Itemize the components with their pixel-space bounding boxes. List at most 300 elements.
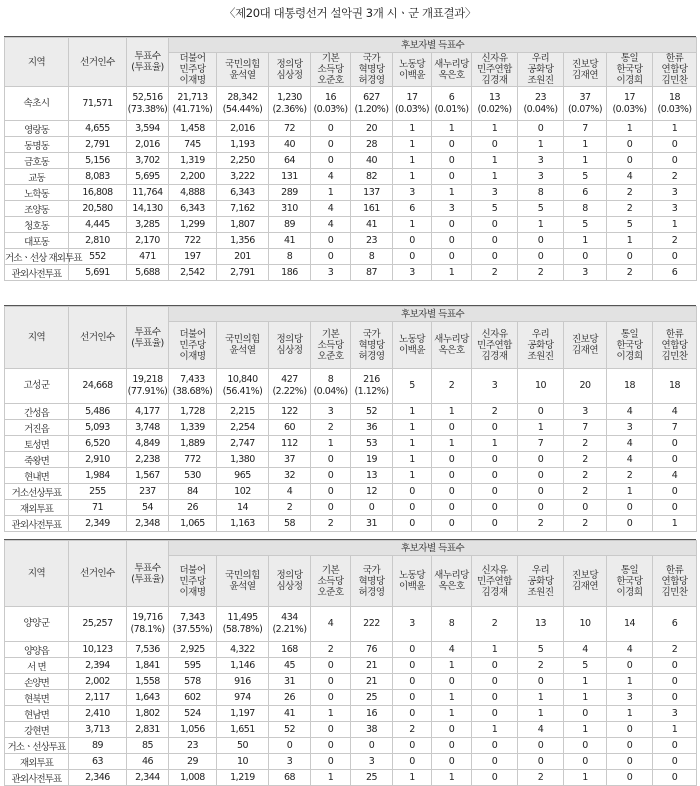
table-cell: 1 — [393, 404, 432, 420]
table-cell: 0 — [472, 500, 518, 516]
table-cell: 2,791 — [217, 265, 269, 281]
table-cell: 1,728 — [169, 404, 217, 420]
table-cell: 2 — [393, 722, 432, 738]
table-cell: 1 — [607, 706, 653, 722]
table-cell: 0 — [311, 690, 351, 706]
table-cell: 82 — [351, 169, 393, 185]
table-cell: 24,668 — [69, 369, 127, 404]
region-name: 고성군 — [5, 369, 69, 404]
table-cell: 1,065 — [169, 516, 217, 532]
table-row — [5, 249, 697, 265]
region-name: 죽왕면 — [5, 452, 69, 468]
table-cell: 76 — [351, 642, 393, 658]
table-cell: 64 — [269, 153, 311, 169]
table-cell: 2,016 — [217, 121, 269, 137]
table-cell: 1 — [518, 217, 564, 233]
table-cell: 5 — [518, 201, 564, 217]
table-cell: 0 — [518, 404, 564, 420]
table-cell: 4 — [653, 468, 697, 484]
table-cell: 3 — [393, 265, 432, 281]
region-name: 강현면 — [5, 722, 69, 738]
table-cell: 29 — [169, 754, 217, 770]
table-cell: 0 — [393, 642, 432, 658]
candidate-header: 한류 연합당 김민찬 — [653, 322, 697, 369]
table-cell: 0 — [472, 690, 518, 706]
candidate-header: 우리 공화당 조원진 — [518, 322, 564, 369]
candidate-header: 새누리당 옥은호 — [432, 53, 472, 87]
table-cell: 54 — [127, 500, 169, 516]
turnout-header: 투표수 (투표율) — [127, 38, 169, 87]
table-cell: 2 — [311, 420, 351, 436]
candidate-header: 통일 한국당 이경희 — [607, 556, 653, 607]
goseong-results-table — [4, 306, 697, 532]
table-cell: 1,146 — [217, 658, 269, 674]
table-cell: 5 — [607, 217, 653, 233]
table-cell: 4 — [607, 169, 653, 185]
table-cell: 0 — [432, 500, 472, 516]
table-row — [5, 153, 697, 169]
table-row — [5, 169, 697, 185]
table-cell: 197 — [169, 249, 217, 265]
table-row — [5, 452, 697, 468]
candidate-header: 한류 연합당 김민찬 — [653, 53, 697, 87]
table-cell: 3 — [518, 153, 564, 169]
region-name: 재외투표 — [5, 754, 69, 770]
table-cell: 5 — [564, 658, 607, 674]
table-cell: 1 — [518, 706, 564, 722]
table-cell: 0 — [472, 452, 518, 468]
table-cell: 0 — [518, 452, 564, 468]
region-name: 거진읍 — [5, 420, 69, 436]
table-cell: 2,250 — [217, 153, 269, 169]
table-cell: 1 — [653, 722, 697, 738]
table-cell: 28 — [351, 137, 393, 153]
voters-header: 선거인수 — [69, 307, 127, 369]
table-cell: 965 — [217, 468, 269, 484]
region-name: 관외사전투표 — [5, 516, 69, 532]
table-cell: 0 — [653, 690, 697, 706]
table-cell: 3 — [653, 201, 697, 217]
table-cell: 0 — [311, 153, 351, 169]
region-name: 대포동 — [5, 233, 69, 249]
region-name: 교동 — [5, 169, 69, 185]
table-cell: 1 — [653, 516, 697, 532]
table-cell: 2,002 — [69, 674, 127, 690]
table-cell: 1 — [393, 420, 432, 436]
table-cell: 10 — [564, 607, 607, 642]
table-cell: 0 — [311, 452, 351, 468]
table-cell: 4 — [311, 169, 351, 185]
table-cell: 2,410 — [69, 706, 127, 722]
table-cell: 0 — [472, 706, 518, 722]
table-cell: 0 — [311, 233, 351, 249]
table-row — [5, 137, 697, 153]
table-cell: 2 — [472, 404, 518, 420]
table-cell: 1 — [432, 185, 472, 201]
table-cell: 1 — [432, 690, 472, 706]
table-cell: 0 — [518, 738, 564, 754]
table-cell: 2 — [518, 516, 564, 532]
table-cell: 5 — [518, 642, 564, 658]
table-cell: 0 — [311, 137, 351, 153]
table-cell: 289 — [269, 185, 311, 201]
table-cell: 2,117 — [69, 690, 127, 706]
table-cell: 3 — [653, 185, 697, 201]
table-cell: 1 — [607, 674, 653, 690]
table-cell: 1,339 — [169, 420, 217, 436]
table-cell: 1 — [472, 121, 518, 137]
table-cell: 916 — [217, 674, 269, 690]
region-name: 현내면 — [5, 468, 69, 484]
table-cell: 745 — [169, 137, 217, 153]
table-cell: 627 (1.20%) — [351, 87, 393, 121]
table-cell: 40 — [351, 153, 393, 169]
table-cell: 0 — [311, 468, 351, 484]
table-cell: 137 — [351, 185, 393, 201]
table-cell: 71,571 — [69, 87, 127, 121]
table-cell: 3 — [311, 404, 351, 420]
table-cell: 0 — [518, 674, 564, 690]
table-cell: 1,056 — [169, 722, 217, 738]
table-cell: 722 — [169, 233, 217, 249]
table-cell: 0 — [607, 658, 653, 674]
table-cell: 4 — [311, 607, 351, 642]
table-cell: 6 — [393, 201, 432, 217]
region-name: 금호동 — [5, 153, 69, 169]
table-cell: 14,130 — [127, 201, 169, 217]
table-cell: 2 — [564, 484, 607, 500]
table-cell: 0 — [432, 516, 472, 532]
candidate-header: 진보당 김재연 — [564, 53, 607, 87]
candidate-header: 기본 소득당 오준호 — [311, 556, 351, 607]
candidate-header: 국가 혁명당 허경영 — [351, 53, 393, 87]
table-cell: 8 — [564, 201, 607, 217]
table-row — [5, 738, 697, 754]
table-cell: 10 — [217, 754, 269, 770]
table-cell: 7,536 — [127, 642, 169, 658]
table-cell: 1 — [432, 436, 472, 452]
table-cell: 7,343 (37.55%) — [169, 607, 217, 642]
table-cell: 6 — [564, 185, 607, 201]
table-row — [5, 658, 697, 674]
region-name: 거소ㆍ선상투표 — [5, 738, 69, 754]
table-cell: 310 — [269, 201, 311, 217]
yangyang-table-block — [4, 539, 696, 786]
table-cell: 2,394 — [69, 658, 127, 674]
table-cell: 427 (2.22%) — [269, 369, 311, 404]
table-cell: 0 — [393, 690, 432, 706]
table-cell: 32 — [269, 468, 311, 484]
table-cell: 2,170 — [127, 233, 169, 249]
table-cell: 1 — [472, 153, 518, 169]
table-cell: 1 — [472, 722, 518, 738]
table-cell: 1 — [432, 658, 472, 674]
table-cell: 2 — [564, 468, 607, 484]
table-cell: 4 — [564, 642, 607, 658]
table-row — [5, 468, 697, 484]
table-cell: 0 — [653, 770, 697, 786]
table-cell: 2 — [269, 500, 311, 516]
table-cell: 2 — [518, 265, 564, 281]
region-header: 지역 — [5, 541, 69, 607]
table-cell: 10,123 — [69, 642, 127, 658]
table-cell: 50 — [217, 738, 269, 754]
table-cell: 4 — [269, 484, 311, 500]
table-cell: 17 (0.03%) — [607, 87, 653, 121]
table-cell: 161 — [351, 201, 393, 217]
table-cell: 0 — [432, 468, 472, 484]
candidate-group-header: 후보자별 득표수 — [169, 541, 697, 556]
table-cell: 0 — [432, 153, 472, 169]
table-cell: 0 — [653, 153, 697, 169]
sokcho-results-table — [4, 37, 697, 281]
table-cell: 0 — [432, 452, 472, 468]
table-cell: 58 — [269, 516, 311, 532]
table-cell: 4,849 — [127, 436, 169, 452]
table-cell: 5,688 — [127, 265, 169, 281]
candidate-header: 정의당 심상정 — [269, 322, 311, 369]
candidate-header: 진보당 김재연 — [564, 322, 607, 369]
table-cell: 1 — [653, 121, 697, 137]
table-cell: 2 — [653, 642, 697, 658]
table-cell: 0 — [311, 500, 351, 516]
table-cell: 1,643 — [127, 690, 169, 706]
table-cell: 1 — [564, 153, 607, 169]
table-row — [5, 642, 697, 658]
table-row — [5, 201, 697, 217]
table-cell: 255 — [69, 484, 127, 500]
table-cell: 0 — [351, 500, 393, 516]
table-cell: 5 — [472, 201, 518, 217]
table-cell: 10 — [518, 369, 564, 404]
table-cell: 2,810 — [69, 233, 127, 249]
table-cell: 63 — [69, 754, 127, 770]
table-cell: 0 — [653, 658, 697, 674]
table-cell: 1,193 — [217, 137, 269, 153]
table-cell: 52,516 (73.38%) — [127, 87, 169, 121]
table-cell: 1,841 — [127, 658, 169, 674]
table-cell: 1 — [564, 137, 607, 153]
table-cell: 16,808 — [69, 185, 127, 201]
table-cell: 0 — [393, 738, 432, 754]
table-cell: 2,344 — [127, 770, 169, 786]
table-cell: 0 — [518, 500, 564, 516]
table-cell: 3,702 — [127, 153, 169, 169]
table-cell: 1,802 — [127, 706, 169, 722]
table-cell: 0 — [432, 420, 472, 436]
table-cell: 4,888 — [169, 185, 217, 201]
table-cell: 46 — [127, 754, 169, 770]
candidate-header: 더불어 민주당 이재명 — [169, 53, 217, 87]
table-cell: 5,156 — [69, 153, 127, 169]
table-cell: 0 — [393, 658, 432, 674]
table-cell: 0 — [269, 738, 311, 754]
table-row — [5, 516, 697, 532]
table-cell: 0 — [432, 754, 472, 770]
candidate-header: 노동당 이백윤 — [393, 53, 432, 87]
table-cell: 21 — [351, 658, 393, 674]
table-cell: 0 — [472, 738, 518, 754]
table-cell: 0 — [653, 452, 697, 468]
table-cell: 8 — [432, 607, 472, 642]
table-cell: 7,162 — [217, 201, 269, 217]
table-cell: 4 — [432, 642, 472, 658]
table-cell: 237 — [127, 484, 169, 500]
table-cell: 11,495 (58.78%) — [217, 607, 269, 642]
table-cell: 0 — [472, 484, 518, 500]
table-cell: 434 (2.21%) — [269, 607, 311, 642]
table-cell: 1,319 — [169, 153, 217, 169]
table-cell: 6 (0.01%) — [432, 87, 472, 121]
candidate-header: 신자유 민주연합 김경재 — [472, 322, 518, 369]
table-cell: 1 — [518, 420, 564, 436]
table-row — [5, 674, 697, 690]
table-cell: 5 — [393, 369, 432, 404]
candidate-header: 새누리당 옥은호 — [432, 556, 472, 607]
table-cell: 6 — [653, 607, 697, 642]
yangyang-results-table — [4, 540, 697, 786]
region-header: 지역 — [5, 307, 69, 369]
table-cell: 0 — [393, 500, 432, 516]
table-cell: 2 — [607, 468, 653, 484]
table-row — [5, 436, 697, 452]
table-cell: 0 — [607, 137, 653, 153]
table-cell: 1,567 — [127, 468, 169, 484]
table-cell: 6,343 — [217, 185, 269, 201]
table-cell: 25,257 — [69, 607, 127, 642]
table-cell: 4,322 — [217, 642, 269, 658]
table-cell: 13 — [351, 468, 393, 484]
voters-header: 선거인수 — [69, 541, 127, 607]
table-cell: 13 — [518, 607, 564, 642]
table-cell: 0 — [393, 754, 432, 770]
table-cell: 1 — [564, 233, 607, 249]
table-cell: 3,222 — [217, 169, 269, 185]
table-cell: 530 — [169, 468, 217, 484]
table-cell: 1,163 — [217, 516, 269, 532]
table-cell: 1 — [472, 642, 518, 658]
table-cell: 0 — [518, 754, 564, 770]
table-cell: 0 — [607, 722, 653, 738]
table-cell: 8,083 — [69, 169, 127, 185]
table-cell: 5,486 — [69, 404, 127, 420]
table-cell: 36 — [351, 420, 393, 436]
table-cell: 0 — [472, 137, 518, 153]
table-cell: 3 — [472, 369, 518, 404]
table-cell: 0 — [518, 121, 564, 137]
table-cell: 0 — [518, 484, 564, 500]
table-cell: 0 — [472, 217, 518, 233]
region-name: 속초시 — [5, 87, 69, 121]
table-cell: 0 — [432, 137, 472, 153]
table-cell: 2 — [607, 201, 653, 217]
table-cell: 0 — [432, 233, 472, 249]
candidate-header: 더불어 민주당 이재명 — [169, 322, 217, 369]
region-name: 관외사전투표 — [5, 265, 69, 281]
table-cell: 4 — [653, 404, 697, 420]
table-cell: 0 — [564, 754, 607, 770]
table-cell: 1,458 — [169, 121, 217, 137]
table-cell: 1 — [311, 185, 351, 201]
table-cell: 1 — [432, 404, 472, 420]
table-cell: 1 — [393, 121, 432, 137]
table-cell: 552 — [69, 249, 127, 265]
table-cell: 0 — [472, 233, 518, 249]
candidate-header: 신자유 민주연합 김경재 — [472, 556, 518, 607]
table-cell: 2 — [564, 436, 607, 452]
table-cell: 19,218 (77.91%) — [127, 369, 169, 404]
table-cell: 0 — [432, 722, 472, 738]
table-cell: 85 — [127, 738, 169, 754]
table-cell: 1,380 — [217, 452, 269, 468]
table-cell: 26 — [169, 500, 217, 516]
table-cell: 1,651 — [217, 722, 269, 738]
table-cell: 1 — [564, 722, 607, 738]
table-cell: 0 — [432, 674, 472, 690]
table-cell: 53 — [351, 436, 393, 452]
table-cell: 3 — [564, 404, 607, 420]
table-cell: 0 — [432, 217, 472, 233]
table-cell: 3 — [607, 420, 653, 436]
candidate-header: 기본 소득당 오준호 — [311, 53, 351, 87]
table-cell: 1 — [393, 436, 432, 452]
table-cell: 2,831 — [127, 722, 169, 738]
table-cell: 2 — [653, 233, 697, 249]
table-cell: 2 — [607, 185, 653, 201]
table-cell: 18 (0.03%) — [653, 87, 697, 121]
candidate-header: 국가 혁명당 허경영 — [351, 556, 393, 607]
table-cell: 0 — [653, 137, 697, 153]
table-cell: 89 — [69, 738, 127, 754]
table-cell: 122 — [269, 404, 311, 420]
region-name: 양양읍 — [5, 642, 69, 658]
table-cell: 201 — [217, 249, 269, 265]
table-cell: 2 — [653, 169, 697, 185]
table-cell: 3 — [518, 169, 564, 185]
table-cell: 186 — [269, 265, 311, 281]
table-cell: 471 — [127, 249, 169, 265]
table-cell: 23 (0.04%) — [518, 87, 564, 121]
table-cell: 974 — [217, 690, 269, 706]
table-cell: 0 — [311, 738, 351, 754]
table-cell: 23 — [169, 738, 217, 754]
table-cell: 41 — [269, 706, 311, 722]
table-cell: 0 — [432, 249, 472, 265]
candidate-header: 노동당 이백윤 — [393, 322, 432, 369]
table-cell: 2,254 — [217, 420, 269, 436]
table-cell: 68 — [269, 770, 311, 786]
table-cell: 18 — [607, 369, 653, 404]
table-cell: 1 — [564, 770, 607, 786]
region-name: 동명동 — [5, 137, 69, 153]
table-cell: 595 — [169, 658, 217, 674]
table-cell: 0 — [311, 658, 351, 674]
table-cell: 1 — [393, 217, 432, 233]
table-cell: 40 — [269, 137, 311, 153]
table-cell: 23 — [351, 233, 393, 249]
table-cell: 0 — [564, 706, 607, 722]
table-cell: 4 — [607, 436, 653, 452]
table-cell: 0 — [311, 484, 351, 500]
table-cell: 0 — [351, 738, 393, 754]
table-cell: 2,346 — [69, 770, 127, 786]
table-cell: 18 — [653, 369, 697, 404]
table-cell: 25 — [351, 690, 393, 706]
table-cell: 0 — [393, 706, 432, 722]
table-cell: 0 — [607, 249, 653, 265]
turnout-header: 투표수 (투표율) — [127, 307, 169, 369]
table-cell: 0 — [472, 658, 518, 674]
